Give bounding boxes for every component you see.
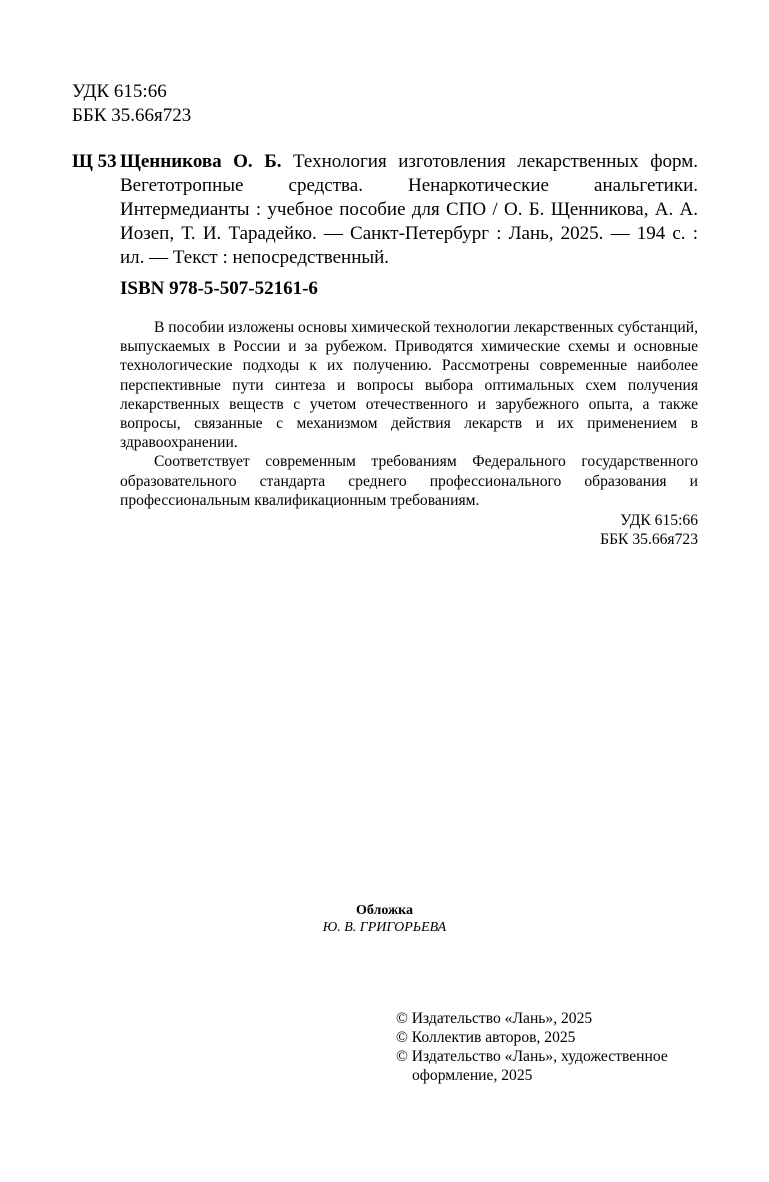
udk-code: УДК 615:66 <box>620 512 698 529</box>
abstract-paragraph: В пособии изложены основы химической технологии лекарственных субстанций, выпускаемых в России и за рубежом. Приводятся химические схемы и основные технологические подходы к их получению. Рассмотрены современные наиболее перспективные пути синтеза и вопросы выбора оптимальных схем получения лекарственных веществ с учетом отечественного и зарубежного опыта, а также вопросы, связанные с механизмом действия лекарств и их применением в здравоохранении. <box>120 319 702 452</box>
abstract-paragraph: Соответствует современным требованиям Федерального государственного образовательного стандарта среднего профессионального образования и профессиональным квалификационным требованиям. <box>120 453 702 509</box>
author-mark: Щ 53 <box>72 151 117 172</box>
description-text: Технология изготовления лекарственных форм. Вегетотропные средства. Ненаркотические анальгетики. Интермедианты : учебное пособие для СПО / О. Б. Щенникова, А. А. Иозеп, Т. И. Тарадейко. — Санкт-Петербург : Лань, 2025. — 194 с. : ил. — Текст : непосредственный. <box>120 151 703 268</box>
cover-credits <box>0 902 769 936</box>
bibliographic-entry <box>72 150 703 270</box>
author-name: Щенникова О. Б. <box>120 151 282 172</box>
bbk-code: ББК 35.66я723 <box>600 531 698 549</box>
udk-code: УДК 615:66 <box>72 81 167 102</box>
bbk-code: ББК 35.66я723 <box>72 105 192 126</box>
cover-designer: Ю. В. ГРИГОРЬЕВА <box>322 920 447 935</box>
copyright-line: © Издательство «Лань», художественное <box>396 1048 668 1065</box>
classification-footer <box>600 511 698 549</box>
isbn: ISBN 978-5-507-52161-6 <box>120 278 318 299</box>
abstract <box>120 318 702 510</box>
cover-role: Обложка <box>355 903 414 918</box>
classification-header <box>72 80 191 128</box>
bibliographic-description <box>120 150 703 270</box>
copyright-block <box>396 1009 668 1085</box>
copyright-line: © Коллектив авторов, 2025 <box>396 1029 576 1046</box>
copyright-line: © Издательство «Лань», 2025 <box>396 1010 593 1027</box>
copyright-line-continued: оформление, 2025 <box>412 1067 533 1084</box>
